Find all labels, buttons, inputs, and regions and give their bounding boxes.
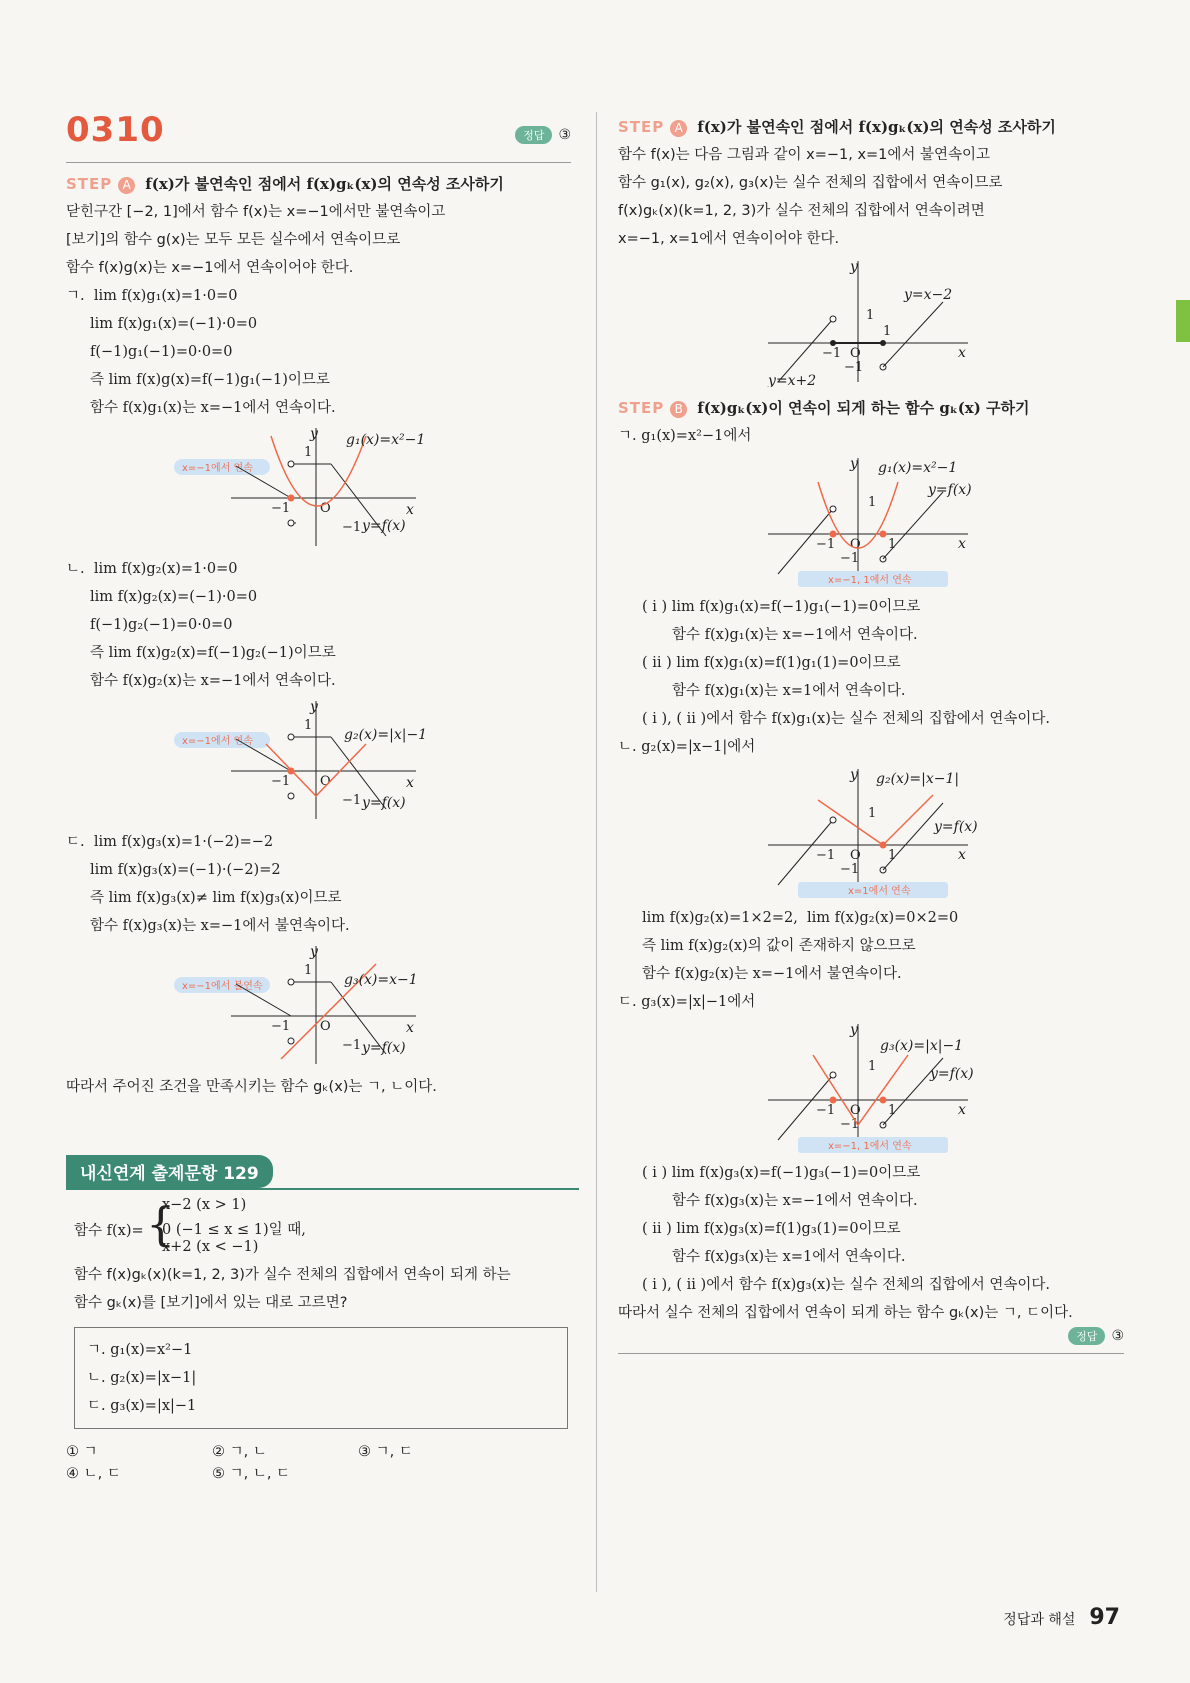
problem-number: 0310 (66, 110, 165, 150)
svg-text:−1: −1 (271, 1019, 291, 1034)
case-a-line: f(−1)g₁(−1)=0·0=0 (90, 344, 233, 360)
right-column (618, 110, 1124, 1354)
svg-text:x: x (406, 775, 414, 791)
problem-header (66, 110, 571, 163)
svg-text:O: O (320, 774, 331, 789)
svg-text:−1: −1 (840, 862, 860, 877)
step-title: f(x)가 불연속인 점에서 f(x)gₖ(x)의 연속성 조사하기 (145, 175, 504, 193)
graph-gc (618, 1020, 1124, 1155)
graph-label: y=x+2 (768, 373, 817, 387)
case-c-line: ( i ), ( ii )에서 함수 f(x)g₃(x)는 실수 전체의 집합에서 연속이다. (642, 1277, 1051, 1293)
svg-text:x: x (958, 1102, 966, 1118)
case-a-line: ( i ) lim f(x)g₁(x)=f(−1)g₁(−1)=0이므로 (642, 599, 921, 615)
intro-line: 닫힌구간 [−2, 1]에서 함수 f(x)는 x=−1에서만 불연속이고 (66, 204, 446, 220)
case-b-line: 즉 lim f(x)g₂(x)=f(−1)g₂(−1)이므로 (90, 645, 336, 661)
page-footer (1003, 1605, 1120, 1630)
case-a-line: 즉 lim f(x)g(x)=f(−1)g₁(−1)이므로 (90, 372, 330, 388)
svg-text:1: 1 (304, 963, 313, 978)
answer-label: 정답 (515, 126, 552, 144)
step-a-heading (66, 173, 571, 194)
svg-text:−1: −1 (271, 501, 291, 516)
case-b-line: 즉 lim f(x)g₂(x)의 값이 존재하지 않으므로 (642, 938, 916, 954)
svg-text:O: O (850, 1103, 861, 1118)
svg-text:x: x (406, 502, 414, 518)
step-title: f(x)gₖ(x)이 연속이 되게 하는 함수 gₖ(x) 구하기 (697, 399, 1030, 417)
naesin-title: 내신연계 출제문항 (80, 1164, 218, 1184)
svg-text:x: x (958, 847, 966, 863)
svg-text:1: 1 (883, 324, 892, 339)
step-tag: STEP (66, 175, 113, 193)
intro-line: f(x)gₖ(x)(k=1, 2, 3)가 실수 전체의 집합에서 연속이려면 (618, 203, 985, 219)
svg-text:y: y (850, 1022, 858, 1038)
graph-note: x=−1에서 연속 (182, 736, 253, 747)
choice-2[interactable]: ② ㄱ, ㄴ (212, 1444, 267, 1460)
svg-text:O: O (850, 346, 861, 361)
step-title: f(x)가 불연속인 점에서 f(x)gₖ(x)의 연속성 조사하기 (697, 118, 1056, 136)
case-a-line: ( i ), ( ii )에서 함수 f(x)g₁(x)는 실수 전체의 집합에서 연속이다. (642, 711, 1051, 727)
svg-text:−1: −1 (816, 537, 836, 552)
bogi-box (74, 1327, 568, 1429)
graph-fy: y=f(x) (362, 795, 406, 811)
footer-label: 정답과 해설 (1003, 1612, 1076, 1628)
svg-text:O: O (850, 537, 861, 552)
svg-text:−1: −1 (342, 793, 362, 808)
graph-gb (618, 765, 1124, 900)
graph-note: x=1에서 연속 (848, 886, 911, 897)
graph-note: x=−1, 1에서 연속 (828, 1141, 912, 1152)
case-c-line: ㄷ. lim f(x)g₃(x)=1·(−2)=−2 (66, 834, 274, 850)
svg-text:O: O (850, 848, 861, 863)
svg-text:1: 1 (304, 445, 313, 460)
svg-text:−1: −1 (844, 360, 864, 375)
graph-fy: y=f(x) (362, 1040, 406, 1056)
case-head: ㄷ. g₃(x)=|x|−1에서 (618, 994, 756, 1010)
svg-text:1: 1 (888, 848, 897, 863)
piece-2: 0 (−1 ≤ x ≤ 1)일 때, (162, 1222, 306, 1238)
problem-line: 함수 gₖ(x)를 [보기]에서 있는 대로 고르면? (74, 1295, 348, 1311)
case-c-line: ( i ) lim f(x)g₃(x)=f(−1)g₃(−1)=0이므로 (642, 1165, 921, 1181)
bogi-item: ㄷ. g₃(x)=|x|−1 (87, 1398, 197, 1414)
left-column (66, 110, 571, 1485)
svg-text:−1: −1 (271, 774, 291, 789)
svg-text:y: y (850, 456, 858, 472)
graph-note: x=−1, 1에서 연속 (828, 575, 912, 586)
piece-1: x−2 (x > 1) (162, 1197, 247, 1213)
intro-line: 함수 g₁(x), g₂(x), g₃(x)는 실수 전체의 집합에서 연속이므로 (618, 175, 1003, 191)
case-c-line: lim f(x)g₃(x)=(−1)·(−2)=2 (90, 862, 281, 878)
graph-label: g₁(x)=x²−1 (878, 460, 958, 476)
svg-text:−1: −1 (822, 346, 842, 361)
related-problem: 함수 f(x)= { x−2 (x > 1) 0 (−1 ≤ x ≤ 1)일 때, x+2 (x < −1) 함수 f(x)gₖ(x)(k=1, 2, 3)가 실수 전체의 집합에서 연속이 되게 하는 함수 gₖ(x)를 [보기]에서 있는 대로 고르면? ㄱ. g₁(x)=x²−1 ㄴ. g₂(x)=|x−1| ㄷ. g₃(x)=|x|−1 ① ㄱ ② ㄱ, ㄴ ③ ㄱ, ㄷ ④ ㄴ, ㄷ ⑤ ㄱ, ㄴ, ㄷ (66, 1197, 571, 1485)
step-tag: STEP (618, 118, 665, 136)
case-a-line: 함수 f(x)g₁(x)는 x=−1에서 연속이다. (672, 627, 918, 643)
step-letter: B (670, 401, 687, 418)
answer-label: 정답 (1068, 1327, 1105, 1345)
svg-text:x: x (406, 1020, 414, 1036)
column-divider (596, 112, 597, 1592)
svg-text:O: O (320, 501, 331, 516)
svg-text:−1: −1 (342, 1038, 362, 1053)
svg-text:1: 1 (868, 806, 877, 821)
svg-text:1: 1 (888, 537, 897, 552)
answer-choices (66, 1441, 571, 1485)
case-b-line: 함수 f(x)g₂(x)는 x=−1에서 불연속이다. (642, 966, 902, 982)
case-c-line: 즉 lim f(x)g₃(x)≠ lim f(x)g₃(x)이므로 (90, 890, 342, 906)
case-b-line: ㄴ. lim f(x)g₂(x)=1·0=0 (66, 561, 238, 577)
graph-label: g₁(x)=x²−1 (346, 432, 426, 448)
graph-g1 (66, 426, 571, 551)
step-b-heading (618, 397, 1124, 418)
svg-text:y: y (850, 767, 858, 783)
graph-fy: y=f(x) (930, 1066, 974, 1082)
piece-3: x+2 (x < −1) (162, 1239, 259, 1255)
graph-note: x=−1에서 연속 (182, 463, 253, 474)
answer-value: ③ (1111, 1328, 1124, 1344)
case-c-line: 함수 f(x)g₃(x)는 x=1에서 연속이다. (672, 1249, 906, 1265)
svg-text:1: 1 (304, 718, 313, 733)
svg-text:1: 1 (868, 495, 877, 510)
graph-fy: y=f(x) (362, 518, 406, 534)
case-a-line: 함수 f(x)g₁(x)는 x=−1에서 연속이다. (90, 400, 336, 416)
graph-label: g₂(x)=|x|−1 (344, 727, 428, 743)
case-a-line: ( ii ) lim f(x)g₁(x)=f(1)g₁(1)=0이므로 (642, 655, 901, 671)
choice-3[interactable]: ③ ㄱ, ㄷ (358, 1444, 413, 1460)
graph-note: x=−1에서 불연속 (182, 981, 263, 992)
svg-text:1: 1 (868, 1059, 877, 1074)
answer-badge (515, 126, 571, 144)
graph-fy: y=f(x) (934, 819, 978, 835)
naesin-banner (66, 1155, 571, 1189)
problem-line: 함수 f(x)gₖ(x)(k=1, 2, 3)가 실수 전체의 집합에서 연속이 되게 하는 (74, 1267, 511, 1283)
case-c-line: 함수 f(x)g₃(x)는 x=−1에서 불연속이다. (90, 918, 350, 934)
case-a-line: lim f(x)g₁(x)=(−1)·0=0 (90, 316, 258, 332)
svg-text:x: x (958, 345, 966, 361)
naesin-number: 129 (223, 1164, 259, 1184)
svg-text:1: 1 (888, 1103, 897, 1118)
problem-fx: 함수 f(x)= (74, 1223, 144, 1239)
intro-line: 함수 f(x)는 다음 그림과 같이 x=−1, x=1에서 불연속이고 (618, 147, 991, 163)
case-b-line: 함수 f(x)g₂(x)는 x=−1에서 연속이다. (90, 673, 336, 689)
svg-text:−1: −1 (342, 520, 362, 535)
answer-value: ③ (558, 127, 571, 143)
step-tag: STEP (618, 399, 665, 417)
graph-g2 (66, 699, 571, 824)
svg-text:−1: −1 (840, 551, 860, 566)
step-letter: A (118, 177, 135, 194)
svg-text:−1: −1 (816, 1103, 836, 1118)
case-head: ㄱ. g₁(x)=x²−1에서 (618, 428, 752, 444)
svg-text:y: y (850, 259, 858, 275)
graph-fy: y=f(x) (928, 482, 972, 498)
case-head: ㄴ. g₂(x)=|x−1|에서 (618, 739, 756, 755)
conclusion: 따라서 주어진 조건을 만족시키는 함수 gₖ(x)는 ㄱ, ㄴ이다. (66, 1079, 437, 1095)
case-b-line: lim f(x)g₂(x)=(−1)·0=0 (90, 589, 258, 605)
svg-text:O: O (320, 1019, 331, 1034)
choice-1[interactable]: ① ㄱ (66, 1444, 98, 1460)
graph-label: y=x−2 (904, 287, 953, 303)
choice-4[interactable]: ④ ㄴ, ㄷ (66, 1466, 121, 1482)
answer-badge (618, 1327, 1124, 1345)
intro-line: [보기]의 함수 g(x)는 모두 모든 실수에서 연속이므로 (66, 232, 401, 248)
bogi-item: ㄴ. g₂(x)=|x−1| (87, 1370, 197, 1386)
intro-line: 함수 f(x)g(x)는 x=−1에서 연속이어야 한다. (66, 260, 354, 276)
svg-text:y: y (310, 426, 318, 442)
graph-label: g₂(x)=|x−1| (876, 771, 960, 787)
section-tab (1176, 300, 1190, 342)
svg-text:x: x (958, 536, 966, 552)
case-b-line: lim f(x)g₂(x)=1×2=2, lim f(x)g₂(x)=0×2=0 (642, 910, 959, 926)
svg-text:−1: −1 (816, 848, 836, 863)
graph-label: g₃(x)=|x|−1 (880, 1038, 964, 1054)
case-b-line: f(−1)g₂(−1)=0·0=0 (90, 617, 233, 633)
choice-5[interactable]: ⑤ ㄱ, ㄴ, ㄷ (212, 1466, 291, 1482)
intro-line: x=−1, x=1에서 연속이어야 한다. (618, 231, 840, 247)
graph-ga (618, 454, 1124, 589)
step-letter: A (670, 120, 687, 137)
case-a-line: ㄱ. lim f(x)g₁(x)=1·0=0 (66, 288, 238, 304)
graph-g3 (66, 944, 571, 1069)
case-c-line: ( ii ) lim f(x)g₃(x)=f(1)g₃(1)=0이므로 (642, 1221, 901, 1237)
conclusion: 따라서 실수 전체의 집합에서 연속이 되게 하는 함수 gₖ(x)는 ㄱ, ㄷ이다. (618, 1305, 1073, 1321)
svg-text:1: 1 (866, 308, 875, 323)
graph-label: g₃(x)=x−1 (344, 972, 418, 988)
page-number: 97 (1089, 1605, 1120, 1630)
bogi-item: ㄱ. g₁(x)=x²−1 (87, 1342, 193, 1358)
svg-text:y: y (310, 699, 318, 715)
svg-text:−1: −1 (840, 1117, 860, 1132)
graph-f (618, 257, 1124, 387)
step-a-heading (618, 116, 1124, 137)
svg-text:y: y (310, 944, 318, 960)
case-c-line: 함수 f(x)g₃(x)는 x=−1에서 연속이다. (672, 1193, 918, 1209)
case-a-line: 함수 f(x)g₁(x)는 x=1에서 연속이다. (672, 683, 906, 699)
